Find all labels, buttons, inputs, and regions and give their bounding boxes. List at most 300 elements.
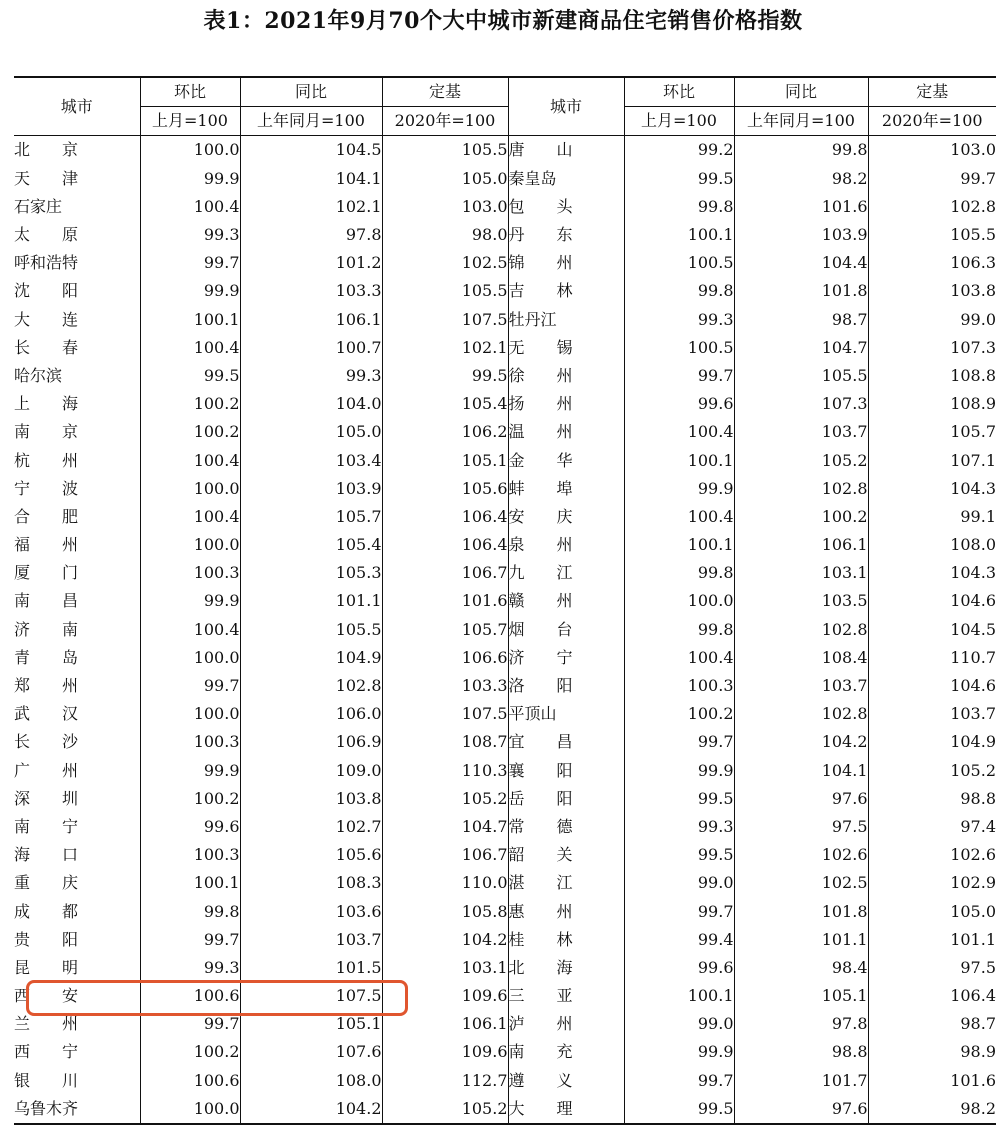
cell-mom: 100.0 bbox=[140, 475, 240, 503]
cell-yoy: 98.2 bbox=[734, 165, 868, 193]
cell-yoy: 97.6 bbox=[734, 785, 868, 813]
cell-yoy: 105.4 bbox=[240, 531, 382, 559]
cell-fixed: 98.2 bbox=[868, 1095, 996, 1124]
table-row bbox=[14, 700, 996, 728]
cell-mom: 99.7 bbox=[624, 897, 734, 925]
cell-fixed: 103.8 bbox=[868, 277, 996, 305]
cell-mom: 100.4 bbox=[140, 193, 240, 221]
table-row bbox=[14, 926, 996, 954]
table-body bbox=[14, 136, 996, 1124]
cell-fixed: 99.0 bbox=[868, 306, 996, 334]
cell-mom: 100.4 bbox=[140, 503, 240, 531]
city-name: 杭 州 bbox=[14, 450, 79, 470]
cell-mom: 99.8 bbox=[624, 616, 734, 644]
cell-fixed: 103.1 bbox=[382, 954, 508, 982]
cell-yoy: 102.6 bbox=[734, 841, 868, 869]
cell-mom: 100.1 bbox=[624, 446, 734, 474]
table-row bbox=[14, 869, 996, 897]
cell-yoy: 107.5 bbox=[240, 982, 382, 1010]
cell-mom: 99.7 bbox=[624, 362, 734, 390]
cell-mom: 100.3 bbox=[624, 672, 734, 700]
cell-mom: 100.1 bbox=[624, 221, 734, 249]
cell-yoy: 101.5 bbox=[240, 954, 382, 982]
cell-fixed: 105.8 bbox=[382, 897, 508, 925]
cell-yoy: 100.2 bbox=[734, 503, 868, 531]
city-name: 洛 阳 bbox=[508, 672, 624, 700]
cell-fixed: 112.7 bbox=[382, 1067, 508, 1095]
cell-fixed: 97.4 bbox=[868, 813, 996, 841]
cell-yoy: 103.1 bbox=[734, 559, 868, 587]
cell-yoy: 103.7 bbox=[734, 418, 868, 446]
cell-mom: 100.0 bbox=[140, 1095, 240, 1124]
cell-mom: 99.8 bbox=[140, 897, 240, 925]
city-name: 宁 波 bbox=[14, 478, 79, 498]
cell-yoy: 104.9 bbox=[240, 644, 382, 672]
cell-fixed: 104.3 bbox=[868, 559, 996, 587]
cell-mom: 100.1 bbox=[624, 982, 734, 1010]
cell-mom: 99.5 bbox=[624, 1095, 734, 1124]
table-row bbox=[14, 757, 996, 785]
header-city-right: 城市 bbox=[508, 77, 624, 136]
cell-fixed: 108.7 bbox=[382, 728, 508, 756]
cell-fixed: 102.6 bbox=[868, 841, 996, 869]
city-name: 南 京 bbox=[14, 422, 79, 442]
cell-mom: 99.6 bbox=[624, 390, 734, 418]
city-name: 锦 州 bbox=[508, 249, 624, 277]
cell-fixed: 105.2 bbox=[868, 757, 996, 785]
cell-mom: 100.4 bbox=[140, 334, 240, 362]
cell-mom: 99.7 bbox=[140, 249, 240, 277]
table-row bbox=[14, 897, 996, 925]
city-name: 桂 林 bbox=[508, 926, 624, 954]
city-name: 武 汉 bbox=[14, 704, 79, 724]
cell-yoy: 109.0 bbox=[240, 757, 382, 785]
cell-mom: 100.0 bbox=[140, 700, 240, 728]
header-mom-base-right: 上月=100 bbox=[624, 107, 734, 136]
cell-mom: 99.9 bbox=[140, 757, 240, 785]
cell-mom: 100.4 bbox=[140, 446, 240, 474]
cell-mom: 100.6 bbox=[140, 1067, 240, 1095]
cell-mom: 99.9 bbox=[140, 165, 240, 193]
cell-mom: 99.3 bbox=[624, 306, 734, 334]
cell-mom: 99.0 bbox=[624, 869, 734, 897]
cell-fixed: 103.7 bbox=[868, 700, 996, 728]
cell-yoy: 102.8 bbox=[734, 616, 868, 644]
cell-fixed: 98.0 bbox=[382, 221, 508, 249]
cell-mom: 100.4 bbox=[140, 616, 240, 644]
cell-fixed: 105.5 bbox=[382, 277, 508, 305]
cell-fixed: 99.5 bbox=[382, 362, 508, 390]
cell-mom: 99.9 bbox=[140, 277, 240, 305]
cell-mom: 100.2 bbox=[624, 700, 734, 728]
header-yoy-left: 同比 bbox=[240, 77, 382, 107]
cell-yoy: 100.7 bbox=[240, 334, 382, 362]
table-row bbox=[14, 954, 996, 982]
cell-yoy: 105.2 bbox=[734, 446, 868, 474]
cell-mom: 99.8 bbox=[624, 193, 734, 221]
table-row bbox=[14, 1038, 996, 1066]
price-index-table bbox=[14, 76, 996, 1125]
table-row bbox=[14, 672, 996, 700]
city-name: 上 海 bbox=[14, 394, 79, 414]
city-name: 秦皇岛 bbox=[508, 165, 624, 193]
table-row bbox=[14, 136, 996, 165]
cell-fixed: 98.9 bbox=[868, 1038, 996, 1066]
cell-mom: 100.3 bbox=[140, 559, 240, 587]
cell-mom: 99.5 bbox=[140, 362, 240, 390]
cell-mom: 99.5 bbox=[624, 785, 734, 813]
cell-mom: 100.3 bbox=[140, 841, 240, 869]
cell-mom: 100.6 bbox=[140, 982, 240, 1010]
page-title: 表1：2021年9月70个大中城市新建商品住宅销售价格指数 bbox=[203, 8, 803, 34]
cell-mom: 99.6 bbox=[140, 813, 240, 841]
cell-mom: 100.4 bbox=[624, 503, 734, 531]
cell-yoy: 104.5 bbox=[240, 136, 382, 165]
city-name: 石家庄 bbox=[14, 196, 63, 216]
header-mom-left: 环比 bbox=[140, 77, 240, 107]
cell-mom: 99.9 bbox=[140, 587, 240, 615]
cell-fixed: 101.6 bbox=[382, 587, 508, 615]
cell-yoy: 103.8 bbox=[240, 785, 382, 813]
table-row bbox=[14, 1095, 996, 1124]
cell-mom: 100.2 bbox=[140, 390, 240, 418]
cell-yoy: 101.6 bbox=[734, 193, 868, 221]
city-name: 西 安 bbox=[14, 986, 79, 1006]
cell-fixed: 107.1 bbox=[868, 446, 996, 474]
city-name: 吉 林 bbox=[508, 277, 624, 305]
header-fixed-base-left: 2020年=100 bbox=[382, 107, 508, 136]
cell-fixed: 101.1 bbox=[868, 926, 996, 954]
cell-mom: 99.5 bbox=[624, 165, 734, 193]
cell-yoy: 106.1 bbox=[240, 306, 382, 334]
cell-mom: 99.3 bbox=[624, 813, 734, 841]
header-fixed-base-right: 2020年=100 bbox=[868, 107, 996, 136]
cell-yoy: 99.3 bbox=[240, 362, 382, 390]
cell-yoy: 104.2 bbox=[240, 1095, 382, 1124]
city-name: 牡丹江 bbox=[508, 306, 624, 334]
table-row bbox=[14, 334, 996, 362]
table-row bbox=[14, 306, 996, 334]
cell-mom: 100.3 bbox=[140, 728, 240, 756]
cell-yoy: 97.5 bbox=[734, 813, 868, 841]
city-name: 天 津 bbox=[14, 168, 79, 188]
cell-fixed: 106.4 bbox=[868, 982, 996, 1010]
cell-fixed: 110.7 bbox=[868, 644, 996, 672]
cell-yoy: 101.2 bbox=[240, 249, 382, 277]
cell-yoy: 102.8 bbox=[240, 672, 382, 700]
cell-mom: 100.1 bbox=[624, 531, 734, 559]
cell-mom: 100.4 bbox=[624, 644, 734, 672]
cell-mom: 100.4 bbox=[624, 418, 734, 446]
cell-yoy: 108.3 bbox=[240, 869, 382, 897]
header-mom-base-left: 上月=100 bbox=[140, 107, 240, 136]
cell-yoy: 98.4 bbox=[734, 954, 868, 982]
city-name: 济 宁 bbox=[508, 644, 624, 672]
cell-fixed: 101.6 bbox=[868, 1067, 996, 1095]
table-row bbox=[14, 616, 996, 644]
cell-fixed: 97.5 bbox=[868, 954, 996, 982]
cell-mom: 99.5 bbox=[624, 841, 734, 869]
cell-mom: 100.2 bbox=[140, 418, 240, 446]
cell-yoy: 105.0 bbox=[240, 418, 382, 446]
cell-mom: 100.0 bbox=[140, 531, 240, 559]
cell-mom: 99.7 bbox=[140, 672, 240, 700]
city-name: 大 理 bbox=[508, 1095, 624, 1124]
city-name: 徐 州 bbox=[508, 362, 624, 390]
cell-fixed: 105.2 bbox=[382, 785, 508, 813]
cell-mom: 100.2 bbox=[140, 785, 240, 813]
city-name: 包 头 bbox=[508, 193, 624, 221]
city-name: 昆 明 bbox=[14, 957, 79, 977]
cell-yoy: 101.7 bbox=[734, 1067, 868, 1095]
cell-yoy: 108.4 bbox=[734, 644, 868, 672]
header-yoy-base-left: 上年同月=100 bbox=[240, 107, 382, 136]
cell-yoy: 105.3 bbox=[240, 559, 382, 587]
table-row bbox=[14, 841, 996, 869]
cell-yoy: 102.1 bbox=[240, 193, 382, 221]
cell-fixed: 103.0 bbox=[382, 193, 508, 221]
cell-mom: 99.0 bbox=[624, 1010, 734, 1038]
city-name: 厦 门 bbox=[14, 563, 79, 583]
city-name: 襄 阳 bbox=[508, 757, 624, 785]
cell-yoy: 105.7 bbox=[240, 503, 382, 531]
city-name: 安 庆 bbox=[508, 503, 624, 531]
city-name: 郑 州 bbox=[14, 676, 79, 696]
cell-yoy: 103.9 bbox=[240, 475, 382, 503]
cell-yoy: 104.4 bbox=[734, 249, 868, 277]
cell-yoy: 103.7 bbox=[734, 672, 868, 700]
cell-fixed: 104.7 bbox=[382, 813, 508, 841]
cell-mom: 99.7 bbox=[624, 728, 734, 756]
city-name: 遵 义 bbox=[508, 1067, 624, 1095]
city-name: 南 昌 bbox=[14, 591, 79, 611]
city-name: 南 宁 bbox=[14, 816, 79, 836]
table-row bbox=[14, 785, 996, 813]
cell-fixed: 105.2 bbox=[382, 1095, 508, 1124]
city-name: 蚌 埠 bbox=[508, 475, 624, 503]
cell-mom: 99.4 bbox=[624, 926, 734, 954]
cell-yoy: 103.9 bbox=[734, 221, 868, 249]
city-name: 成 都 bbox=[14, 901, 79, 921]
header-yoy-base-right: 上年同月=100 bbox=[734, 107, 868, 136]
cell-fixed: 104.5 bbox=[868, 616, 996, 644]
cell-yoy: 97.8 bbox=[734, 1010, 868, 1038]
city-name: 合 肥 bbox=[14, 506, 79, 526]
city-name: 重 庆 bbox=[14, 873, 79, 893]
city-name: 宜 昌 bbox=[508, 728, 624, 756]
city-name: 韶 关 bbox=[508, 841, 624, 869]
cell-mom: 100.0 bbox=[140, 136, 240, 165]
cell-yoy: 98.7 bbox=[734, 306, 868, 334]
cell-fixed: 109.6 bbox=[382, 982, 508, 1010]
cell-mom: 99.9 bbox=[624, 475, 734, 503]
cell-yoy: 101.1 bbox=[734, 926, 868, 954]
table-row bbox=[14, 644, 996, 672]
cell-yoy: 101.8 bbox=[734, 277, 868, 305]
cell-fixed: 105.6 bbox=[382, 475, 508, 503]
cell-fixed: 98.7 bbox=[868, 1010, 996, 1038]
city-name: 青 岛 bbox=[14, 647, 79, 667]
cell-fixed: 106.4 bbox=[382, 531, 508, 559]
cell-fixed: 110.0 bbox=[382, 869, 508, 897]
city-name: 温 州 bbox=[508, 418, 624, 446]
header-fixed-right: 定基 bbox=[868, 77, 996, 107]
city-name: 兰 州 bbox=[14, 1014, 79, 1034]
city-name: 长 春 bbox=[14, 337, 79, 357]
city-name: 丹 东 bbox=[508, 221, 624, 249]
table-row bbox=[14, 249, 996, 277]
cell-fixed: 106.2 bbox=[382, 418, 508, 446]
cell-mom: 100.5 bbox=[624, 249, 734, 277]
cell-fixed: 104.6 bbox=[868, 672, 996, 700]
city-name: 湛 江 bbox=[508, 869, 624, 897]
cell-yoy: 105.1 bbox=[240, 1010, 382, 1038]
cell-yoy: 107.6 bbox=[240, 1038, 382, 1066]
city-name: 金 华 bbox=[508, 446, 624, 474]
cell-yoy: 101.1 bbox=[240, 587, 382, 615]
city-name: 三 亚 bbox=[508, 982, 624, 1010]
cell-mom: 100.1 bbox=[140, 306, 240, 334]
cell-fixed: 105.7 bbox=[382, 616, 508, 644]
cell-fixed: 107.5 bbox=[382, 700, 508, 728]
cell-mom: 99.6 bbox=[624, 954, 734, 982]
city-name: 哈尔滨 bbox=[14, 365, 63, 385]
table-row bbox=[14, 531, 996, 559]
city-name: 广 州 bbox=[14, 760, 79, 780]
table-row bbox=[14, 193, 996, 221]
cell-yoy: 103.5 bbox=[734, 587, 868, 615]
cell-mom: 99.7 bbox=[624, 1067, 734, 1095]
cell-fixed: 109.6 bbox=[382, 1038, 508, 1066]
cell-fixed: 102.5 bbox=[382, 249, 508, 277]
table-row bbox=[14, 446, 996, 474]
header-yoy-right: 同比 bbox=[734, 77, 868, 107]
city-name: 福 州 bbox=[14, 535, 79, 555]
table-row bbox=[14, 587, 996, 615]
city-name: 深 圳 bbox=[14, 788, 79, 808]
cell-mom: 99.9 bbox=[624, 1038, 734, 1066]
city-name: 呼和浩特 bbox=[14, 253, 79, 273]
cell-yoy: 104.2 bbox=[734, 728, 868, 756]
city-name: 西 宁 bbox=[14, 1042, 79, 1062]
table-row bbox=[14, 1067, 996, 1095]
cell-yoy: 108.0 bbox=[240, 1067, 382, 1095]
city-name: 南 充 bbox=[508, 1038, 624, 1066]
city-name: 海 口 bbox=[14, 845, 79, 865]
cell-yoy: 98.8 bbox=[734, 1038, 868, 1066]
table-row bbox=[14, 728, 996, 756]
cell-fixed: 106.7 bbox=[382, 841, 508, 869]
cell-fixed: 105.4 bbox=[382, 390, 508, 418]
cell-yoy: 102.7 bbox=[240, 813, 382, 841]
cell-yoy: 104.1 bbox=[240, 165, 382, 193]
cell-yoy: 101.8 bbox=[734, 897, 868, 925]
cell-fixed: 104.6 bbox=[868, 587, 996, 615]
table-row bbox=[14, 559, 996, 587]
city-name: 无 锡 bbox=[508, 334, 624, 362]
cell-yoy: 104.1 bbox=[734, 757, 868, 785]
city-name: 太 原 bbox=[14, 225, 79, 245]
cell-yoy: 102.8 bbox=[734, 475, 868, 503]
city-name: 乌鲁木齐 bbox=[14, 1095, 140, 1124]
cell-yoy: 104.7 bbox=[734, 334, 868, 362]
cell-fixed: 108.9 bbox=[868, 390, 996, 418]
table-row bbox=[14, 813, 996, 841]
cell-yoy: 97.8 bbox=[240, 221, 382, 249]
table-row bbox=[14, 362, 996, 390]
cell-yoy: 106.1 bbox=[734, 531, 868, 559]
cell-fixed: 110.3 bbox=[382, 757, 508, 785]
cell-yoy: 97.6 bbox=[734, 1095, 868, 1124]
cell-yoy: 106.0 bbox=[240, 700, 382, 728]
cell-mom: 99.8 bbox=[624, 277, 734, 305]
cell-mom: 100.5 bbox=[624, 334, 734, 362]
table-row bbox=[14, 221, 996, 249]
cell-fixed: 104.3 bbox=[868, 475, 996, 503]
cell-mom: 99.3 bbox=[140, 954, 240, 982]
cell-fixed: 99.1 bbox=[868, 503, 996, 531]
table-row bbox=[14, 390, 996, 418]
cell-mom: 99.3 bbox=[140, 221, 240, 249]
cell-fixed: 105.0 bbox=[382, 165, 508, 193]
header-fixed-left: 定基 bbox=[382, 77, 508, 107]
cell-fixed: 107.3 bbox=[868, 334, 996, 362]
city-name: 赣 州 bbox=[508, 587, 624, 615]
cell-fixed: 106.1 bbox=[382, 1010, 508, 1038]
cell-fixed: 108.0 bbox=[868, 531, 996, 559]
cell-mom: 100.0 bbox=[140, 644, 240, 672]
cell-fixed: 106.3 bbox=[868, 249, 996, 277]
cell-mom: 99.7 bbox=[140, 926, 240, 954]
city-name: 惠 州 bbox=[508, 897, 624, 925]
city-name: 泸 州 bbox=[508, 1010, 624, 1038]
header-mom-right: 环比 bbox=[624, 77, 734, 107]
city-name: 济 南 bbox=[14, 619, 79, 639]
cell-fixed: 105.7 bbox=[868, 418, 996, 446]
cell-mom: 99.9 bbox=[624, 757, 734, 785]
cell-yoy: 103.6 bbox=[240, 897, 382, 925]
cell-fixed: 99.7 bbox=[868, 165, 996, 193]
cell-fixed: 102.9 bbox=[868, 869, 996, 897]
city-name: 常 德 bbox=[508, 813, 624, 841]
cell-fixed: 107.5 bbox=[382, 306, 508, 334]
city-name: 贵 阳 bbox=[14, 929, 79, 949]
city-name: 长 沙 bbox=[14, 732, 79, 752]
table-row bbox=[14, 277, 996, 305]
table-row bbox=[14, 418, 996, 446]
table-row bbox=[14, 982, 996, 1010]
cell-yoy: 102.8 bbox=[734, 700, 868, 728]
cell-fixed: 102.8 bbox=[868, 193, 996, 221]
cell-mom: 99.2 bbox=[624, 136, 734, 165]
cell-fixed: 106.7 bbox=[382, 559, 508, 587]
city-name: 泉 州 bbox=[508, 531, 624, 559]
city-name: 九 江 bbox=[508, 559, 624, 587]
cell-mom: 100.0 bbox=[624, 587, 734, 615]
cell-yoy: 102.5 bbox=[734, 869, 868, 897]
cell-fixed: 104.9 bbox=[868, 728, 996, 756]
cell-fixed: 105.0 bbox=[868, 897, 996, 925]
cell-fixed: 103.3 bbox=[382, 672, 508, 700]
city-name: 沈 阳 bbox=[14, 281, 79, 301]
cell-mom: 99.7 bbox=[140, 1010, 240, 1038]
cell-fixed: 103.0 bbox=[868, 136, 996, 165]
cell-fixed: 98.8 bbox=[868, 785, 996, 813]
table-row bbox=[14, 165, 996, 193]
city-name: 扬 州 bbox=[508, 390, 624, 418]
cell-fixed: 104.2 bbox=[382, 926, 508, 954]
header-city-left: 城市 bbox=[14, 77, 140, 136]
